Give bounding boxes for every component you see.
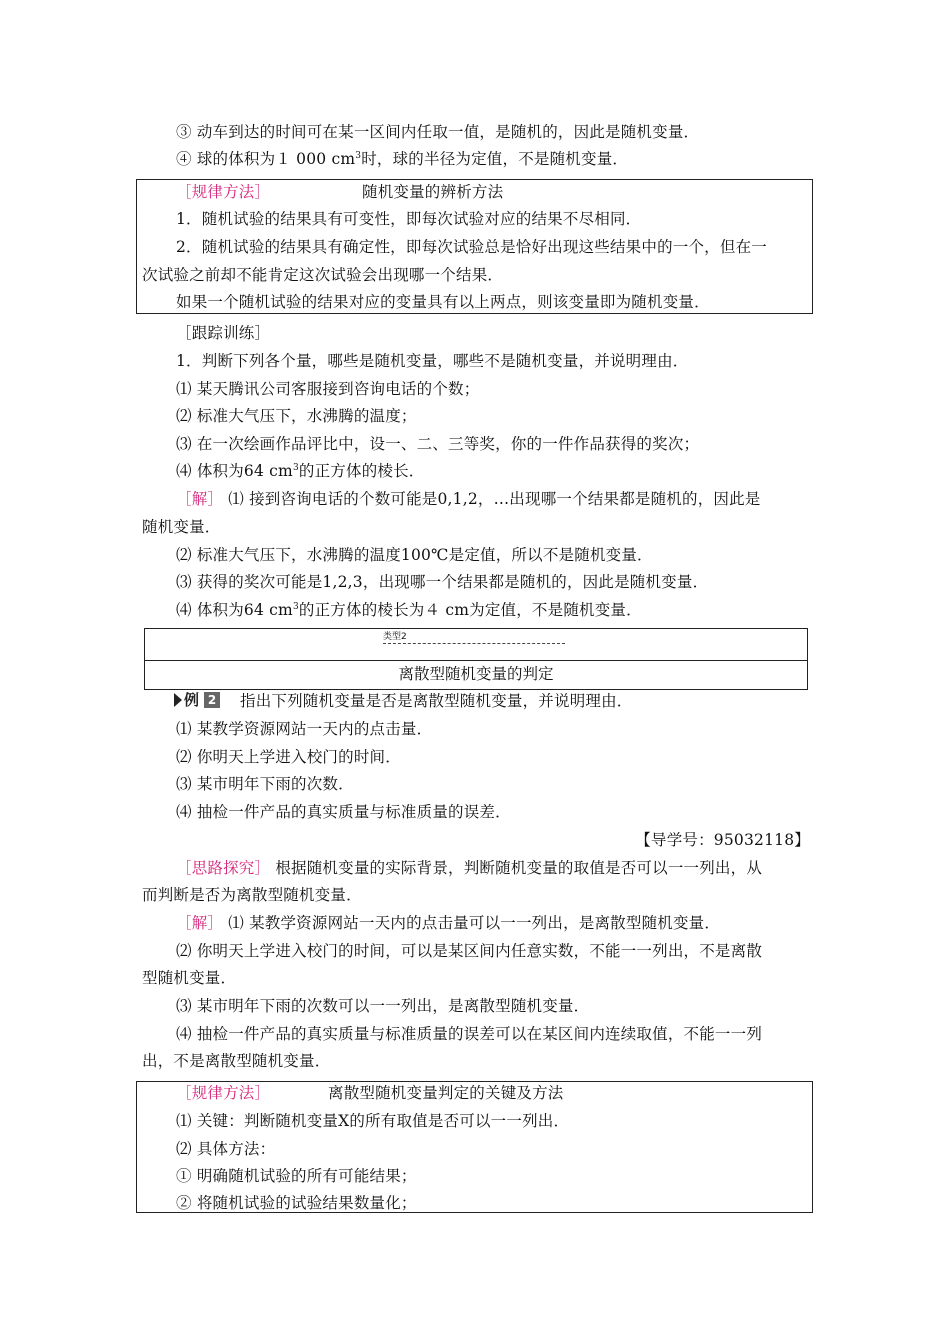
example-item: ⑶ 某市明年下雨的次数． — [176, 775, 354, 793]
paragraph-line: ③ 动车到达的时间可在某一区间内任取一值，是随机的，因此是随机变量． — [176, 123, 700, 141]
method-tag: ［规律方法］ — [176, 1084, 271, 1102]
practice-item: ⑴ 某天腾讯公司客服接到咨询电话的个数； — [176, 380, 480, 398]
method-tag: ［规律方法］ — [176, 183, 271, 201]
solution-line — [176, 600, 642, 620]
solution-tag: ［解］ — [176, 490, 224, 508]
solution-line — [176, 489, 761, 509]
practice-item: ⑵ 标准大气压下，水沸腾的温度； — [176, 407, 417, 425]
section-type-box — [144, 628, 808, 690]
example-question: 指出下列随机变量是否是离散型随机变量，并说明理由． — [240, 692, 633, 710]
paragraph-line — [176, 149, 628, 169]
solution-line: ⑶ 获得的奖次可能是1,2,3，出现哪一个结果都是随机的，因此是随机变量． — [176, 573, 709, 591]
thinking-line — [176, 858, 762, 878]
section-title: 离散型随机变量的判定 — [398, 665, 554, 683]
type-tag: 类型2 — [383, 631, 565, 644]
paragraph-line: 如果一个随机试验的结果对应的变量具有以上两点，则该变量即为随机变量． — [176, 293, 710, 311]
text-run: ⑴ 接到咨询电话的个数可能是0,1,2，…出现哪一个结果都是随机的，因此是 — [223, 490, 761, 508]
method-title: 离散型随机变量判定的关键及方法 — [328, 1084, 564, 1102]
superscript: 3 — [292, 602, 299, 612]
example-label: 例 — [184, 691, 200, 709]
paragraph-line: ② 将随机试验的试验结果数量化； — [176, 1194, 417, 1212]
practice-item: ⑶ 在一次绘画作品评比中，设一、二、三等奖，你的一件作品获得的奖次； — [176, 435, 700, 453]
example-number: 2 — [204, 692, 220, 708]
text-run: 根据随机变量的实际背景，判断随机变量的取值是否可以一一列出，从 — [270, 859, 763, 877]
divider — [145, 660, 807, 661]
example-item: ⑴ 某教学资源网站一天内的点击量． — [176, 720, 433, 738]
example-item: ⑷ 抽检一件产品的真实质量与标准质量的误差． — [176, 803, 511, 821]
practice-question: 1．判断下列各个量，哪些是随机变量，哪些不是随机变量，并说明理由． — [176, 352, 689, 370]
triangle-icon — [174, 693, 182, 707]
text-run: ⑴ 某教学资源网站一天内的点击量可以一一列出，是离散型随机变量． — [223, 914, 721, 932]
solution-line: 出，不是离散型随机变量． — [142, 1052, 331, 1070]
paragraph-line: 2．随机试验的结果具有确定性，即每次试验总是恰好出现这些结果中的一个，但在一 — [176, 238, 767, 256]
text-run: 的正方体的棱长． — [298, 462, 425, 480]
solution-line: ⑷ 抽检一件产品的真实质量与标准质量的误差可以在某区间内连续取值，不能一一列 — [176, 1025, 763, 1043]
practice-item — [176, 461, 425, 481]
paragraph-line: ① 明确随机试验的所有可能结果； — [176, 1167, 417, 1185]
solution-line: 随机变量． — [142, 518, 221, 536]
text-run: ⑷ 体积为64 cm — [176, 601, 293, 619]
thinking-line: 而判断是否为离散型随机变量． — [142, 886, 362, 904]
example-badge — [174, 690, 224, 710]
solution-line: ⑵ 标准大气压下，水沸腾的温度100℃是定值，所以不是随机变量． — [176, 546, 653, 564]
text-run: ④ 球的体积为１ 000 cm — [176, 150, 356, 168]
superscript: 3 — [355, 151, 362, 161]
paragraph-line: ⑵ 具体方法： — [176, 1140, 276, 1158]
example-item: ⑵ 你明天上学进入校门的时间． — [176, 748, 401, 766]
practice-tag: ［跟踪训练］ — [176, 324, 271, 342]
superscript: 3 — [292, 463, 299, 473]
solution-tag: ［解］ — [176, 914, 224, 932]
paragraph-line: ⑴ 关键：判断随机变量X的所有取值是否可以一一列出． — [176, 1112, 570, 1130]
text-run: ⑷ 体积为64 cm — [176, 462, 293, 480]
guide-number: 【导学号：95032118】 — [635, 831, 810, 849]
method-title: 随机变量的辨析方法 — [362, 183, 504, 201]
paragraph-line: 1．随机试验的结果具有可变性，即每次试验对应的结果不尽相同． — [176, 210, 642, 228]
text-run: 的正方体的棱长为４ cm为定值，不是随机变量． — [298, 601, 642, 619]
paragraph-line: 次试验之前却不能肯定这次试验会出现哪一个结果． — [142, 266, 504, 284]
solution-line — [176, 913, 720, 933]
thinking-tag: ［思路探究］ — [176, 859, 271, 877]
solution-line: 型随机变量． — [142, 969, 237, 987]
solution-line: ⑶ 某市明年下雨的次数可以一一列出，是离散型随机变量． — [176, 997, 590, 1015]
text-run: 时，球的半径为定值，不是随机变量． — [361, 150, 629, 168]
solution-line: ⑵ 你明天上学进入校门的时间，可以是某区间内任意实数，不能一一列出，不是离散 — [176, 942, 763, 960]
